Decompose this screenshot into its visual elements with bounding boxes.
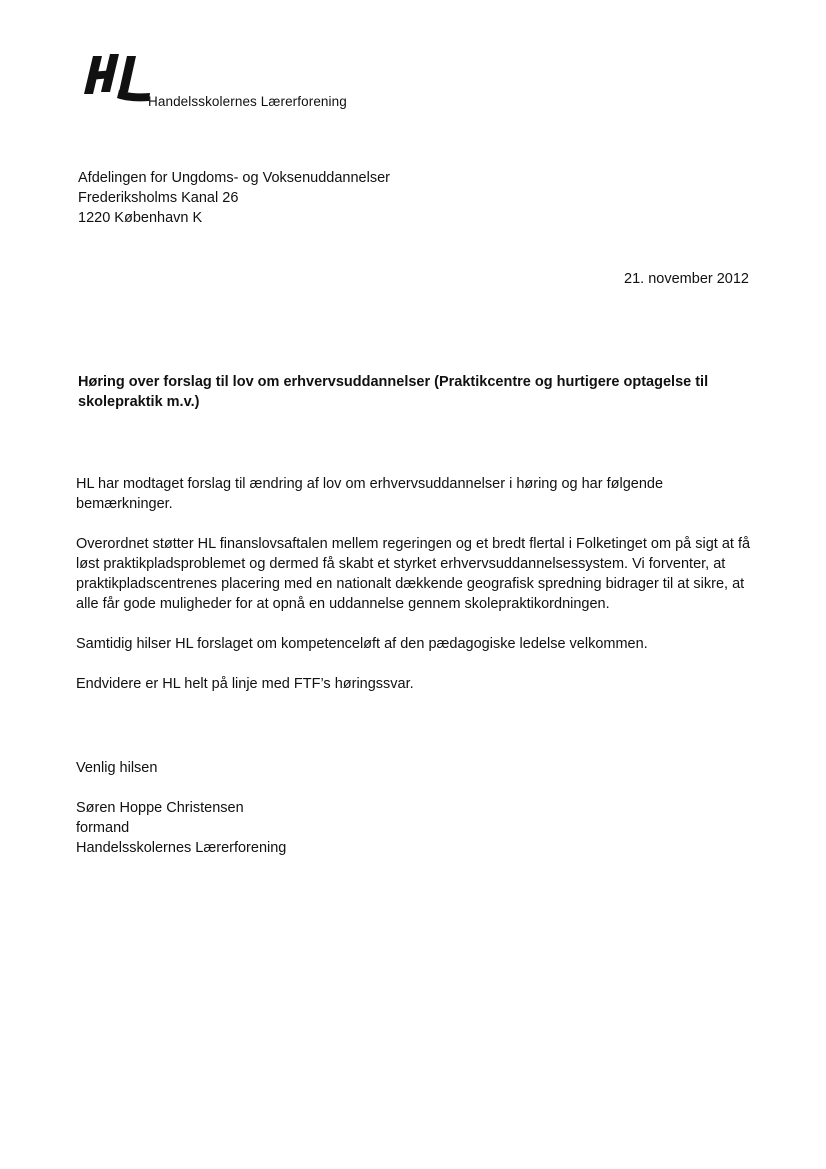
recipient-address [78, 168, 390, 228]
letter-date: 21. november 2012 [624, 271, 749, 287]
address-line: Afdelingen for Ungdoms- og Voksenuddannelser [78, 170, 390, 186]
signer-name: Søren Hoppe Christensen [76, 800, 244, 816]
body-paragraph: Samtidig hilser HL forslaget om kompetenceløft af den pædagogiske ledelse velkommen. [76, 636, 648, 652]
letter-body [76, 474, 752, 714]
letter-subject: Høring over forslag til lov om erhvervsuddannelser (Praktikcentre og hurtigere optagelse til skolepraktik m.v.) [78, 374, 709, 410]
signature-block [76, 798, 286, 858]
signer-organization: Handelsskolernes Lærerforening [76, 840, 287, 856]
body-paragraph: Endvidere er HL helt på linje med FTF’s høringssvar. [76, 676, 414, 692]
closing-salutation: Venlig hilsen [76, 760, 158, 776]
body-paragraph: HL har modtaget forslag til ændring af lov om erhvervsuddannelser i høring og har følgende bemærkninger. [76, 476, 664, 512]
signer-title: formand [76, 820, 130, 836]
address-line: 1220 København K [78, 210, 203, 226]
organization-name: Handelsskolernes Lærerforening [148, 94, 347, 109]
address-line: Frederiksholms Kanal 26 [78, 190, 239, 206]
body-paragraph: Overordnet støtter HL finanslovsaftalen mellem regeringen og et bredt flertal i Folketinget om på sigt at få løst praktikpladsproblemet og dermed få skabt et styrket erhvervsuddannelsessystem. Vi forventer, at praktikpladscentrenes placering med en nationalt dækkende geografisk spredning bidrager til at sikre, at alle får gode muligheder for at opnå en uddannelse gennem skolepraktikordningen. [76, 536, 751, 612]
hl-logo-icon [80, 50, 152, 108]
letterhead-logo [80, 50, 380, 120]
